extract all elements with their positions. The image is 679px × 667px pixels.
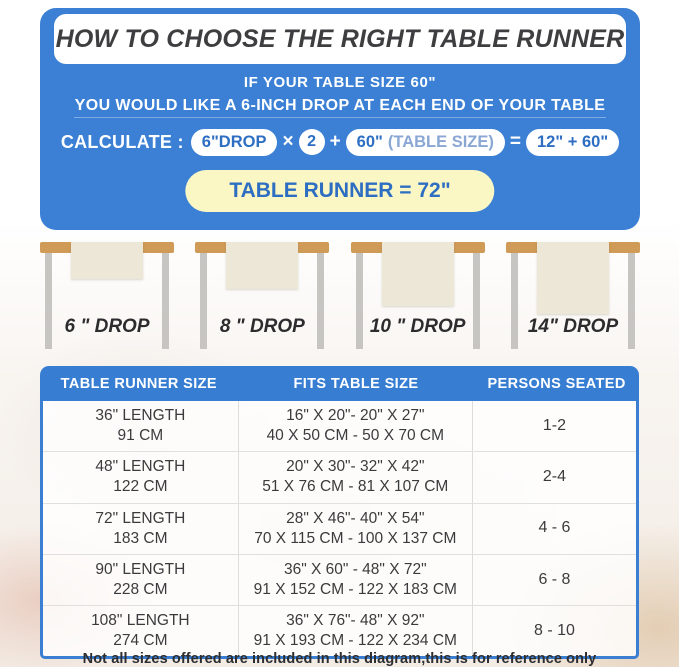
table-row [43,503,636,554]
result-pill: TABLE RUNNER = 72" [185,170,494,212]
sum-pill: 12" + 60" [526,129,619,156]
table-illustration-10-drop [351,240,485,362]
runner-size-cm: 274 CM [113,632,168,650]
header-panel [40,8,640,230]
fits-size-cell [239,555,473,605]
subtitle [40,74,640,115]
runner-size-cell [43,555,239,605]
table-body [40,401,639,659]
table-size-value: 60" [356,132,383,151]
equals-operator: = [509,131,521,152]
table-illustration-6-drop [40,240,174,362]
fits-size-inches: 36" X 60" - 48" X 72" [283,560,427,578]
fits-size-inches: 16" X 20"- 20" X 27" [286,407,425,424]
plus-operator: + [329,131,341,152]
runner-size-inches: 90" LENGTH [95,560,186,578]
table-size-pill [346,129,505,156]
persons-seated-cell: 1-2 [542,416,567,434]
runner-drape [537,242,609,314]
runner-size-cm: 228 CM [113,580,168,598]
runner-size-cell [43,606,239,656]
table-illustration-8-drop [195,240,329,362]
runner-size-cm: 91 CM [117,427,164,445]
runner-size-cm: 183 CM [113,529,168,547]
fits-size-cm: 70 X 115 CM - 100 X 137 CM [254,529,457,547]
persons-seated-cell: 2-4 [542,468,567,486]
fits-size-cm: 91 X 152 CM - 122 X 183 CM [253,580,457,598]
subtitle-line-2: YOU WOULD LIKE A 6-INCH DROP AT EACH END OF YOUR TABLE [74,97,606,114]
fits-size-inches: 20" X 30"- 32" X 42" [286,458,425,476]
table-row [43,451,636,502]
runner-size-cm: 122 CM [113,478,168,496]
table-row [43,401,636,451]
fits-size-inches: 28" X 46"- 40" X 54" [286,509,425,527]
fits-size-cell [239,504,473,554]
runner-size-cell [43,504,239,554]
runner-size-inches: 48" LENGTH [95,458,186,476]
runner-size-cell [43,401,239,451]
table-illustration-14-drop [506,240,640,362]
fits-size-cm: 91 X 193 CM - 122 X 234 CM [253,632,457,650]
fits-size-cell [239,452,473,502]
title-box [54,14,626,64]
persons-seated-cell: 6 - 8 [538,570,571,588]
drop-value-pill: 6"DROP [191,129,278,156]
runner-size-inches: 72" LENGTH [95,509,186,527]
calculation-formula [40,127,640,157]
size-reference-table [40,366,639,659]
divider [74,117,606,118]
subtitle-line-1: IF YOUR TABLE SIZE 60" [243,74,437,91]
drop-label: 8 " DROP [219,316,305,337]
runner-drape [226,242,298,289]
runner-size-inches: 108" LENGTH [91,612,190,630]
runner-drape [71,242,143,279]
runner-size-inches: 36" LENGTH [95,407,186,424]
drop-label: 10 " DROP [369,316,466,337]
runner-drape [382,242,454,306]
table-size-note: (TABLE SIZE) [387,132,494,151]
fits-size-cm: 51 X 76 CM - 81 X 107 CM [262,478,449,496]
runner-size-cell [43,452,239,502]
page-title: HOW TO CHOOSE THE RIGHT TABLE RUNNER [55,24,625,53]
multiply-operator: × [282,131,294,152]
disclaimer-note: Not all sizes offered are included in this diagram,this is for reference only [82,651,597,667]
drop-label: 6 " DROP [64,316,150,337]
column-header-runner-size: TABLE RUNNER SIZE [60,375,218,392]
fits-size-cell [239,401,473,451]
drop-examples [40,240,640,362]
column-header-persons-seated: PERSONS SEATED [487,375,626,392]
calculate-label: CALCULATE : [60,131,184,152]
table-row [43,605,636,656]
fits-size-cm: 40 X 50 CM - 50 X 70 CM [266,427,445,445]
column-header-fits-table-size: FITS TABLE SIZE [293,375,419,392]
drop-label: 14" DROP [527,316,619,337]
persons-seated-cell: 8 - 10 [533,621,575,639]
table-row [43,554,636,605]
persons-seated-cell: 4 - 6 [538,519,571,537]
fits-size-cell [239,606,473,656]
multiplier-badge: 2 [299,129,325,155]
table-header-row [40,366,639,401]
fits-size-inches: 36" X 76"- 48" X 92" [286,612,425,630]
